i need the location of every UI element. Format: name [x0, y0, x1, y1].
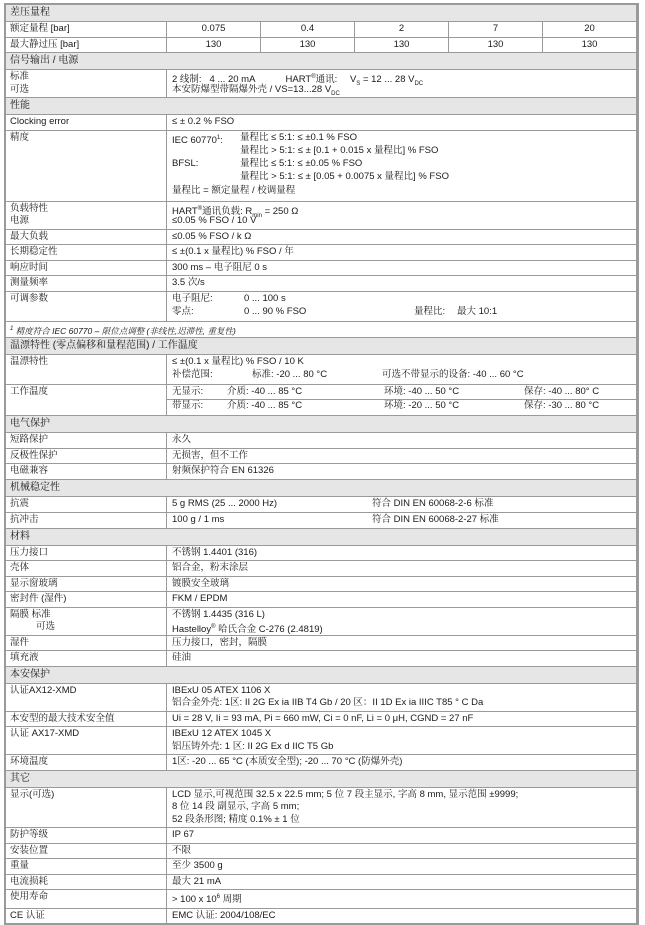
row-value: 最大 21 mA	[172, 875, 222, 887]
text: 通讯负载: R	[202, 205, 253, 217]
row-value: ≤ ±(0.1 x 量程比) % FSO / 年	[172, 246, 294, 257]
section-header-materials: 材料	[6, 529, 636, 546]
label-standard: 标准	[10, 71, 30, 82]
table-row	[6, 464, 636, 480]
row-label: 反极性保护	[6, 449, 167, 464]
table-row-ax12	[6, 684, 636, 712]
table-row-ce	[6, 909, 636, 924]
table-row	[6, 651, 636, 667]
row-label: 重量	[6, 859, 167, 874]
text: 52 段条形图; 精度 0.1% ± 1 位	[172, 813, 300, 825]
text: 最大 10:1	[457, 305, 498, 317]
spec-table	[4, 3, 639, 925]
text: 1	[216, 134, 221, 141]
row-label: 工作温度	[6, 385, 167, 415]
text: 1	[10, 325, 14, 332]
row-value: 不限	[172, 844, 192, 856]
row-label: 响应时间	[6, 261, 167, 276]
text: 量程比:	[414, 305, 446, 317]
table-row	[6, 844, 636, 860]
row-label: 密封件 (湿件)	[6, 592, 167, 607]
text: 量程比 > 5:1: ≤ ± [0.05 + 0.0075 x 量程比] % FSO	[240, 170, 449, 182]
text: 环境: -40 ... 50 °C	[384, 386, 460, 398]
text: 量程比 ≤ 5:1: ≤ ±0.05 % FSO	[240, 157, 363, 169]
table-row-frequency	[6, 276, 636, 292]
row-label: 认证AX12-XMD	[6, 684, 167, 711]
row-value: 铝合金，粉末涂层	[172, 562, 249, 574]
row-label: 填充液	[6, 651, 167, 666]
row-value	[167, 513, 636, 528]
row-label: 测量频率	[6, 276, 167, 291]
row-label	[6, 202, 167, 229]
text: 可选不带显示的设备: -40 ... 60 °C	[382, 369, 524, 381]
table-row	[6, 592, 636, 608]
table-row-response	[6, 261, 636, 277]
table-row-clocking	[6, 115, 636, 131]
row-value: 300 ms – 电子阻尼 0 s	[172, 261, 268, 273]
signal-optional-line	[172, 84, 631, 97]
table-row-rated-range	[6, 22, 636, 38]
text: Hastelloy	[172, 624, 212, 636]
text: V	[349, 74, 357, 86]
table-row	[6, 577, 636, 593]
text: 精度符合 IEC 60770 – 限位点调整 (非线性,迟滞性, 重复性)	[15, 325, 236, 336]
row-label: 额定量程 [bar]	[6, 22, 167, 37]
row-label: 环境温度	[6, 755, 167, 770]
table-row-drift	[6, 355, 636, 385]
section-header-mechanical: 机械稳定性	[6, 480, 636, 497]
signal-standard-line: 2 线制: 4 ... 20 mA HART®通讯: $V_S = 12$ ... 28 $V_{DC}$	[172, 74, 424, 88]
table-row-maxload	[6, 230, 636, 246]
table-row-display	[6, 788, 636, 829]
text: 符合 DIN EN 60068-2-6 标准	[372, 497, 494, 509]
range-cell: 0.4	[261, 22, 355, 37]
text: 不锈钢 1.4435 (316 L)	[172, 608, 265, 620]
section-header-electrical: 电气保护	[6, 416, 636, 433]
row-label: 抗冲击	[6, 513, 167, 528]
table-row-overload	[6, 38, 636, 54]
row-label: 显示窗玻璃	[6, 577, 167, 592]
table-row-shock	[6, 513, 636, 529]
row-value: 射频保护符合 EN 61326	[172, 465, 274, 477]
row-label: 防护等级	[6, 828, 167, 843]
text: 0 ... 100 s	[244, 292, 286, 304]
row-label: 温漂特性	[6, 355, 167, 384]
text: 带显示:	[172, 400, 204, 412]
section-header-range: 差压量程	[6, 5, 636, 22]
row-value: 3.5 次/s	[172, 277, 205, 288]
overload-cell: 130	[355, 38, 449, 53]
text: IBExU 05 ATEX 1106 X	[172, 684, 271, 696]
row-value	[167, 202, 636, 229]
text: 量程比 > 5:1: ≤ ± [0.1 + 0.015 x 量程比] % FSO	[240, 144, 439, 156]
text: 介质: -40 ... 85 °C	[227, 386, 303, 398]
table-row-work-temp	[6, 385, 636, 416]
row-value: EMC 认证: 2004/108/EC	[172, 909, 276, 921]
row-label: 电磁兼容	[6, 464, 167, 479]
table-row	[6, 561, 636, 577]
text: 电子阻尼:	[172, 292, 213, 304]
table-row-ambient	[6, 755, 636, 771]
range-cell: 2	[355, 22, 449, 37]
row-value: 至少 3500 g	[172, 860, 223, 872]
text: 电源	[10, 215, 30, 226]
row-value	[167, 684, 636, 711]
row-value	[167, 890, 636, 908]
text: IBExU 12 ATEX 1045 X	[172, 728, 272, 740]
section-header-other: 其它	[6, 771, 636, 788]
row-label: 短路保护	[6, 433, 167, 448]
range-cell: 20	[584, 23, 595, 34]
table-row-max-values	[6, 712, 636, 728]
row-value: ≤0.05 % FSO / k Ω	[172, 230, 252, 242]
row-value	[167, 131, 636, 201]
table-row	[6, 546, 636, 562]
row-value	[167, 497, 636, 512]
text: 量程比 ≤ 5:1: ≤ ±0.1 % FSO	[240, 131, 358, 143]
table-row	[6, 449, 636, 465]
text: 0 ... 90 % FSO	[244, 305, 307, 317]
row-value: Ui = 28 V, Ii = 93 mA, Pi = 660 mW, Ci = 0 nF, Li = 0 μH, CGND = 27 nF	[172, 712, 474, 724]
text: 符合 DIN EN 60068-2-27 标准	[372, 513, 499, 525]
text	[172, 132, 223, 148]
text: 无显示:	[172, 386, 204, 398]
text: BFSL:	[172, 157, 199, 169]
overload-cell: 130	[449, 38, 543, 53]
text: Hastelloy® 哈氏合金 C-276 (2.4819)	[172, 624, 323, 636]
table-row	[6, 859, 636, 875]
text: 本安防爆型带隔爆外壳 / VS=13...28 V	[172, 83, 332, 95]
text: 2 线制:	[172, 74, 202, 86]
row-label: 最大静过压 [bar]	[6, 38, 167, 53]
range-cell: 0.075	[167, 22, 261, 37]
row-label: 最大负载	[6, 230, 167, 245]
text: 介质: -40 ... 85 °C	[227, 400, 303, 412]
text: ≤0.05 % FSO / 10 V	[172, 215, 257, 226]
text: 铝合金外壳: 1区: II 2G Ex ia IIB T4 Gb / 20 区：II 1D Ex ia IIIC T85 ° C Da	[172, 697, 484, 709]
text: 量程比 = 额定量程 / 校调量程	[172, 184, 296, 196]
text: = 12 ... 28 V	[362, 74, 415, 86]
row-value	[167, 70, 636, 97]
row-value	[167, 292, 636, 321]
table-row	[6, 636, 636, 652]
row-value	[167, 355, 636, 384]
text: 100 g / 1 ms	[172, 513, 225, 525]
row-label: 显示(可选)	[6, 788, 167, 828]
table-row	[6, 875, 636, 891]
row-value: 镀膜安全玻璃	[172, 577, 230, 589]
text: LCD 显示,可视范围 32.5 x 22.5 mm; 5 位 7 段主显示, 字高 8 mm, 显示范围 ±9999;	[172, 788, 519, 800]
text: HART®通讯负载: $R_{min} = 250$ Ω	[172, 205, 299, 219]
row-label: Clocking error	[6, 115, 167, 130]
section-header-temperature: 温漂特性 (零点偏移和量程范围) / 工作温度	[6, 338, 636, 355]
table-row-diaphragm	[6, 608, 636, 636]
text: HART	[172, 205, 198, 217]
row-value	[167, 385, 636, 415]
table-row-stability	[6, 245, 636, 261]
row-label: 压力接口	[6, 546, 167, 561]
overload-cell: 130	[167, 38, 261, 53]
table-row-accuracy	[6, 131, 636, 202]
table-row-adjust	[6, 292, 636, 322]
text: 6	[216, 894, 220, 901]
row-label: 抗震	[6, 497, 167, 512]
row-label: 长期稳定性	[6, 245, 167, 260]
row-value: FKM / EPDM	[172, 593, 228, 605]
row-label	[6, 608, 167, 635]
table-row	[6, 433, 636, 449]
text: 补偿范围:	[172, 369, 213, 381]
row-label: 精度	[6, 131, 167, 201]
table-row-life	[6, 890, 636, 909]
text: ≤ ±(0.1 x 量程比) % FSO / 10 K	[172, 356, 304, 368]
row-label: 壳体	[6, 561, 167, 576]
text: S	[356, 81, 361, 88]
row-value	[167, 788, 636, 828]
text: 8 位 14 段 副显示, 字高 5 mm;	[172, 801, 300, 813]
table-row-load	[6, 202, 636, 230]
text: 哈氏合金 C-276 (2.4819)	[215, 624, 323, 636]
row-value: 压力接口，密封，隔膜	[172, 636, 268, 648]
text: min	[252, 212, 262, 219]
text: 隔膜 标准	[10, 608, 51, 620]
row-value: ≤ ± 0.2 % FSO	[172, 116, 235, 127]
text: 标准: -20 ... 80 °C	[252, 369, 328, 381]
table-row-ax17	[6, 727, 636, 755]
table-row-signal	[6, 70, 636, 98]
text: 铝压铸外壳: 1 区: II 2G Ex d IIC T5 Gb	[172, 740, 334, 752]
text: DC	[331, 90, 340, 97]
text: 环境: -20 ... 50 °C	[384, 400, 460, 412]
table-row-vibration	[6, 497, 636, 513]
range-cell: 7	[449, 22, 543, 37]
text: 5 g RMS (25 ... 2000 Hz)	[172, 497, 278, 509]
text: 零点:	[172, 305, 194, 317]
row-value: 不锈钢 1.4401 (316)	[172, 546, 258, 558]
text: 负载特性	[10, 202, 49, 214]
text: 保存: -30 ... 80 °C	[524, 400, 600, 412]
text: HART	[285, 74, 312, 86]
text: :	[220, 134, 223, 146]
row-label	[6, 70, 167, 97]
row-value: 永久	[172, 434, 192, 446]
footnote	[6, 322, 636, 339]
row-label: 认证 AX17-XMD	[6, 727, 167, 754]
row-label: 安装位置	[6, 844, 167, 859]
text: 周期	[219, 894, 242, 906]
row-label: CE 认证	[6, 909, 167, 924]
text: DC	[414, 81, 424, 88]
table-row	[6, 828, 636, 844]
text: 保存: -40 ... 80° C	[524, 386, 600, 398]
overload-cell: 130	[261, 38, 355, 53]
text: IEC 60770	[172, 134, 217, 146]
overload-cell: 130	[581, 38, 598, 50]
row-value: IP 67	[172, 829, 195, 841]
row-value: 1区: -20 ... 65 °C (本质安全型); -20 ... 70 °C (防爆外壳)	[172, 756, 403, 768]
label-optional: 可选	[10, 83, 30, 95]
row-label: 电流损耗	[6, 875, 167, 890]
text: > 100 x 10	[172, 894, 217, 906]
row-label: 使用寿命	[6, 890, 167, 908]
row-value	[167, 727, 636, 754]
row-label: 本安型的最大技术安全值	[6, 712, 167, 727]
row-value	[167, 608, 636, 635]
row-value: 无损害，但不工作	[172, 449, 249, 461]
section-header-signal: 信号输出 / 电源	[6, 53, 636, 70]
text: = 250 Ω	[261, 205, 299, 217]
text: 可选	[36, 621, 56, 633]
text: 通讯:	[315, 74, 338, 86]
row-label: 湿件	[6, 636, 167, 651]
text: 4 ... 20 mA	[209, 74, 255, 86]
section-header-exprotection: 本安保护	[6, 667, 636, 684]
row-value: 硅油	[172, 652, 192, 664]
row-label: 可调参数	[6, 292, 167, 321]
section-header-performance: 性能	[6, 98, 636, 115]
